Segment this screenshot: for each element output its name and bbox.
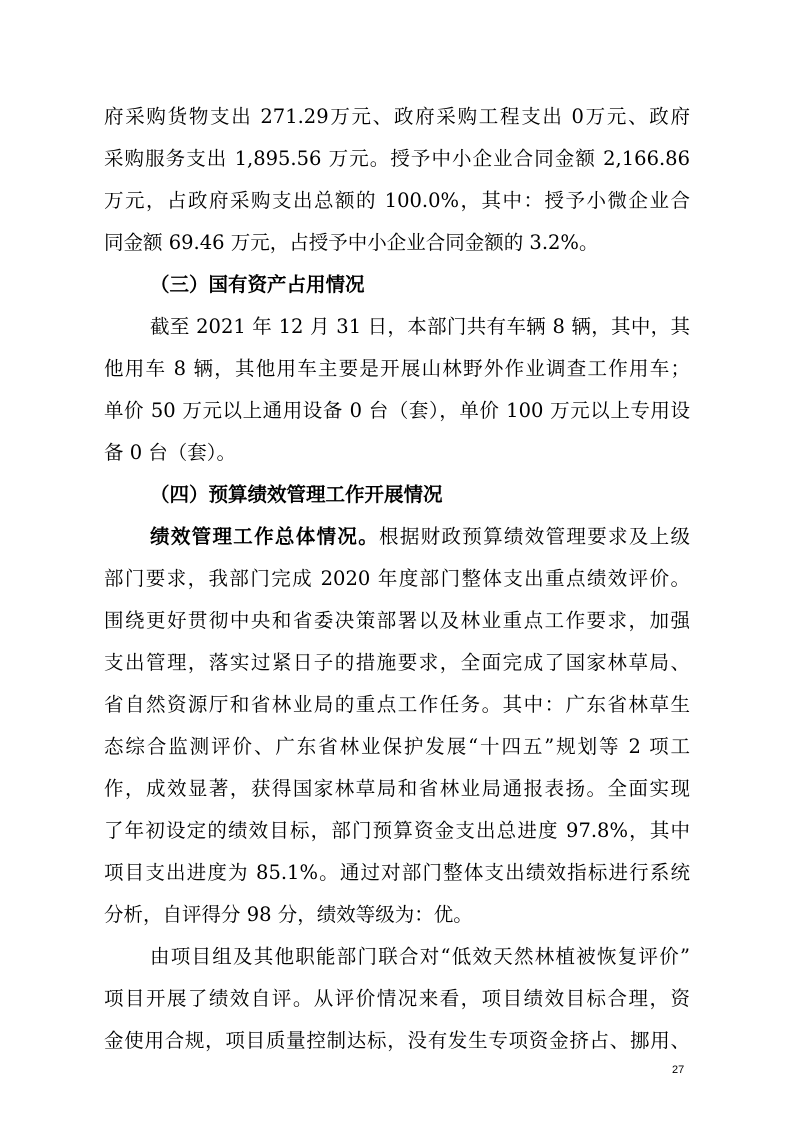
paragraph-3-line-1-rest: 根据财政预算绩效管理要求及上级 [379,525,690,548]
paragraph-1-line-4: 同金额 69.46 万元，占授予中小企业合同金额的 3.2%。 [104,231,599,254]
paragraph-1-line-3: 万元，占政府采购支出总额的 100.0%，其中：授予小微企业合 [104,189,690,212]
paragraph-3-line-6: 态综合监测评价、广东省林业保护发展“十四五”规划等 2 项工 [104,735,690,758]
paragraph-2-line-4: 备 0 台（套）。 [104,441,237,464]
paragraph-3-lead: 绩效管理工作总体情况。 [150,525,380,548]
paragraph-3-line-8: 了年初设定的绩效目标，部门预算资金支出总进度 97.8%，其中 [104,819,690,842]
page-number: 27 [672,1064,685,1076]
paragraph-2-line-1: 截至 2021 年 12 月 31 日，本部门共有车辆 8 辆，其中，其 [150,315,690,338]
section-heading-performance: （四）预算绩效管理工作开展情况 [150,483,443,506]
paragraph-3-line-7: 作，成效显著，获得国家林草局和省林业局通报表扬。全面实现 [104,777,690,800]
paragraph-4-line-3: 金使用合规，项目质量控制达标，没有发生专项资金挤占、挪用、 [104,1029,690,1052]
paragraph-3-line-3: 围绕更好贯彻中央和省委决策部署以及林业重点工作要求，加强 [104,609,690,632]
paragraph-3-line-10: 分析，自评得分 98 分，绩效等级为：优。 [104,903,473,926]
paragraph-4-line-2: 项目开展了绩效自评。从评价情况来看，项目绩效目标合理，资 [104,987,690,1010]
paragraph-3-line-2: 部门要求，我部门完成 2020 年度部门整体支出重点绩效评价。 [104,567,690,590]
paragraph-1-line-1: 府采购货物支出 271.29万元、政府采购工程支出 0万元、政府 [104,105,690,128]
paragraph-4-line-1: 由项目组及其他职能部门联合对“低效天然林植被恢复评价” [150,945,690,968]
paragraph-3-line-1 [150,523,690,551]
paragraph-2-line-3: 单价 50 万元以上通用设备 0 台（套），单价 100 万元以上专用设 [104,399,690,422]
paragraph-3-line-4: 支出管理，落实过紧日子的措施要求，全面完成了国家林草局、 [104,651,690,674]
paragraph-3-line-9: 项目支出进度为 85.1%。通过对部门整体支出绩效指标进行系统 [104,861,690,884]
paragraph-1-line-2: 采购服务支出 1,895.56 万元。授予中小企业合同金额 2,166.86 [104,147,690,170]
paragraph-3-line-5: 省自然资源厅和省林业局的重点工作任务。其中：广东省林草生 [104,693,690,716]
paragraph-2-line-2: 他用车 8 辆，其他用车主要是开展山林野外作业调查工作用车； [104,357,690,380]
section-heading-assets: （三）国有资产占用情况 [150,273,365,296]
